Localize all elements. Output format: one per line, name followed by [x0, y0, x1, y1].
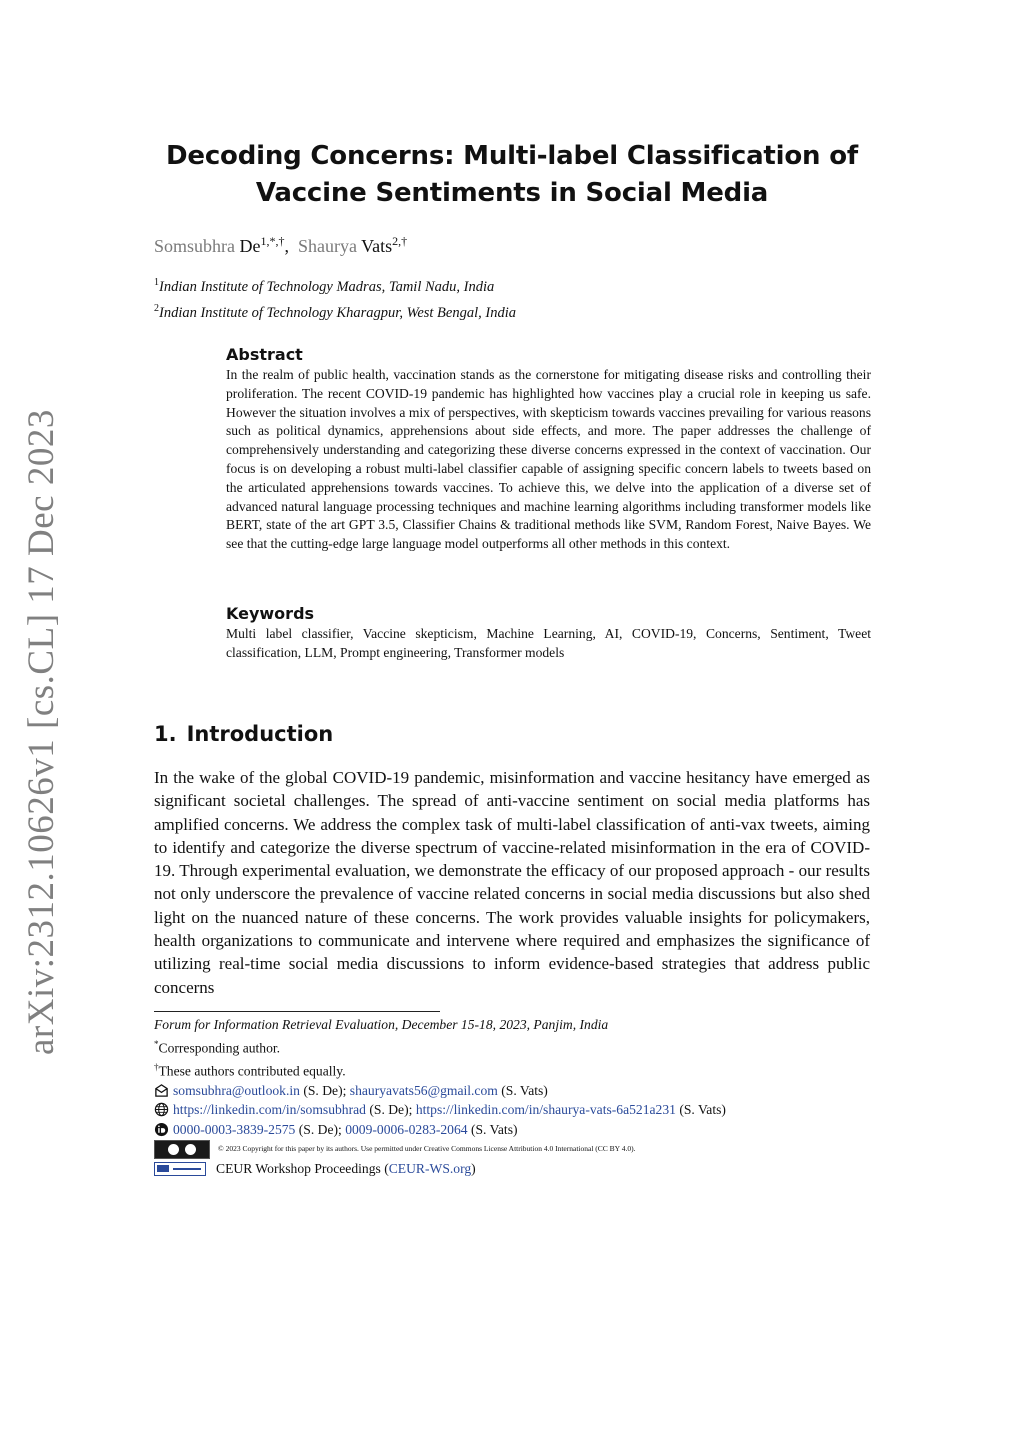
corresponding-footnote: *Corresponding author.: [154, 1038, 281, 1056]
abstract: [226, 344, 871, 554]
section-title: Introduction: [186, 722, 334, 746]
abstract-heading: Abstract: [226, 345, 303, 364]
abstract-text: In the realm of public health, vaccination stands as the cornerstone for mitigating disease risks and controlling their proliferation. The recent COVID-19 pandemic has highlighted how vaccines play a crucial role in keeping us safe. However the situation involves a mix of perspectives, with skepticism towards vaccines prevailing for various reasons such as political dynamics, apprehensions about side effects, and more. The paper addresses the challenge of comprehensively understanding and categorizing these diverse concerns expressed in the context of vaccination. Our focus is on developing a robust multi-label classifier capable of assigning specific concern labels to tweets based on the articulated apprehensions towards vaccines. To achieve this, we delve into the application of a diverse set of advanced natural language processing techniques and machine learning algorithms including transformer models like BERT, state of the art GPT 3.5, Classifier Chains & traditional methods like SVM, Random Forest, Naive Bayes. We see that the cutting-edge large language model outperforms all other methods in this context.: [226, 367, 871, 552]
equal-contribution-footnote: †These authors contributed equally.: [154, 1061, 346, 1079]
ceur-line: CEUR Workshop Proceedings ( CEUR-WS.org ): [154, 1159, 870, 1179]
affiliations: [154, 272, 516, 324]
email-line: somsubhra@outlook.in (S. De); shauryavats56@gmail.com (S. Vats): [154, 1081, 870, 1101]
title-line-2: Vaccine Sentiments in Social Media: [255, 178, 769, 208]
title-line-1: Decoding Concerns: Multi-label Classification of: [166, 141, 858, 171]
arxiv-identifier: arXiv:2312.10626v1 [cs.CL] 17 Dec 2023: [21, 409, 62, 1055]
ceur-link[interactable]: CEUR-WS.org: [388, 1160, 472, 1176]
orcid-icon: [154, 1122, 169, 1137]
copyright-line: [154, 1140, 870, 1159]
footnote-divider: [154, 1011, 440, 1012]
venue-footnote: Forum for Information Retrieval Evaluation, December 15-18, 2023, Panjim, India: [154, 1017, 609, 1032]
orcid-link-de[interactable]: 0000-0003-3839-2575: [173, 1122, 296, 1138]
introduction-text: In the wake of the global COVID-19 pandemic, misinformation and vaccine hesitancy have emerged as significant societal challenges. The spread of anti-vaccine sentiment on social media platforms has amplified concerns. We address the complex task of multi-label classification of anti-vax tweets, aiming to identify and categorize the diverse spectrum of vaccine-related misinformation in the era of COVID-19. Through experimental evaluation, we demonstrate the efficacy of our proposed approach - our results not only underscore the prevalence of vaccine related concerns in social media discussions but also shed light on the nuanced nature of these concerns. The work provides valuable insights for policymakers, health organizations to communicate and intervene where required and emphasizes the significance of utilizing real-time social media discussions to inform evidence-based strategies that address public concerns: [154, 768, 870, 997]
linkedin-link-vats[interactable]: https://linkedin.com/in/shaurya-vats-6a521a231: [415, 1102, 676, 1118]
email-link-de[interactable]: somsubhra@outlook.in: [173, 1082, 300, 1098]
author-1-given: Somsubhra: [154, 236, 235, 256]
ceur-logo-icon: [154, 1162, 206, 1176]
keywords: [226, 603, 871, 663]
globe-icon: [154, 1102, 169, 1117]
affiliation-2: $^2$Indian Institute of Technology Kharagpur, West Bengal, India: [154, 302, 516, 321]
orcid-line: 0000-0003-3839-2575 (S. De); 0009-0006-0283-2064 (S. Vats): [154, 1120, 870, 1140]
email-link-vats[interactable]: shauryavats56@gmail.com: [349, 1082, 498, 1098]
url-line: https://linkedin.com/in/somsubhrad (S. De); https://linkedin.com/in/shaurya-vats-6a521a231 (S. Vats): [154, 1100, 870, 1120]
author-1-sup: 1,*,†: [260, 234, 285, 248]
orcid-link-vats[interactable]: 0009-0006-0283-2064: [345, 1122, 468, 1138]
keywords-text: Multi label classifier, Vaccine skepticism, Machine Learning, AI, COVID-19, Concerns, Sentiment, Tweet classification, LLM, Prompt engineering, Transformer models: [226, 626, 871, 660]
copyright-text: © 2023 Copyright for this paper by its authors. Use permitted under Creative Commons License Attribution 4.0 International (CC BY 4.0).: [218, 1144, 636, 1154]
author-2-given: Shaurya: [298, 236, 357, 256]
cc-by-badge-icon: [154, 1140, 210, 1159]
introduction-heading: [154, 719, 333, 749]
footnotes: [154, 1015, 870, 1179]
author-2-sup: 2,†: [392, 234, 408, 248]
section-number: 1.: [154, 722, 177, 746]
author-2-family: Vats: [361, 236, 393, 256]
email-icon: [154, 1083, 169, 1098]
linkedin-link-de[interactable]: https://linkedin.com/in/somsubhrad: [173, 1102, 366, 1118]
keywords-heading: Keywords: [226, 604, 315, 623]
paper-title: [154, 138, 870, 212]
affiliation-1: $^1$Indian Institute of Technology Madras, Tamil Nadu, India: [154, 277, 495, 295]
author-list: Somsubhra $De^{1,*,\dagger}$, Shaurya Vats$^{2,\dagger}$: [154, 234, 408, 256]
author-1-family: De: [239, 236, 261, 256]
